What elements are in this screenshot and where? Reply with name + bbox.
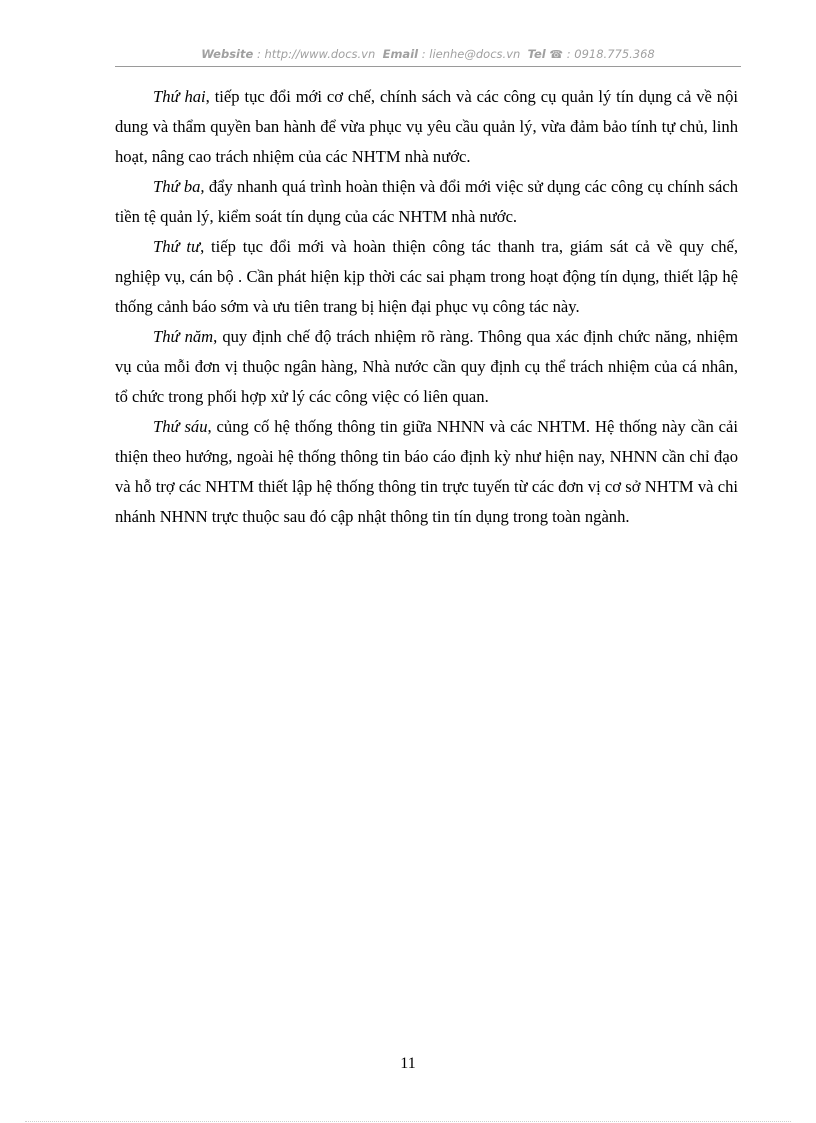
email-separator: : [418, 47, 430, 61]
website-separator: : [253, 47, 265, 61]
phone-icon: ☎ [549, 48, 564, 61]
paragraph-thu-ba [115, 172, 738, 232]
footer-divider [25, 1121, 791, 1122]
paragraph-text: , tiếp tục đổi mới và hoàn thiện công tác thanh tra, giám sát cả về quy chế, nghiệp vụ, cán bộ . Cần phát hiện kịp thời các sai phạm trong hoạt động tín dụng, thiết lập hệ thống cảnh báo sớm và ưu tiên trang bị hiện đại phục vụ công tác này. [115, 237, 738, 316]
website-url[interactable]: http://www.docs.vn [264, 47, 376, 61]
header-divider [115, 66, 741, 67]
paragraph-text: , quy định chế độ trách nhiệm rõ ràng. Thông qua xác định chức năng, nhiệm vụ của mỗi đơn vị thuộc ngân hàng, Nhà nước cần quy định cụ thể trách nhiệm của cá nhân, tổ chức trong phối hợp xử lý các công việc có liên quan. [115, 327, 738, 406]
paragraph-lead: Thứ sáu [153, 417, 208, 436]
website-label: Website [201, 47, 254, 61]
paragraph-thu-hai [115, 82, 738, 172]
tel-number: 0918.775.368 [574, 47, 655, 61]
paragraph-thu-tu [115, 232, 738, 322]
page-number: 11 [400, 1055, 416, 1072]
paragraph-lead: Thứ ba, [153, 177, 205, 196]
paragraph-lead: Thứ năm [153, 327, 214, 346]
tel-label: Tel [527, 47, 546, 61]
page-header [115, 47, 741, 61]
paragraph-text: , củng cố hệ thống thông tin giữa NHNN và các NHTM. Hệ thống này cần cải thiện theo hướng, ngoài hệ thống thông tin báo cáo định kỳ như hiện nay, NHNN cần chỉ đạo và hỗ trợ các NHTM thiết lập hệ thống thông tin trực tuyến từ các đơn vị cơ sở NHTM và chi nhánh NHNN trực thuộc sau đó cập nhật thông tin tín dụng trong toàn ngành. [115, 417, 738, 526]
paragraph-text: đẩy nhanh quá trình hoàn thiện và đổi mới việc sử dụng các công cụ chính sách tiền tệ quản lý, kiểm soát tín dụng của các NHTM nhà nước. [115, 177, 738, 226]
paragraph-lead: Thứ hai [153, 87, 206, 106]
document-body [115, 82, 738, 532]
paragraph-thu-nam [115, 322, 738, 412]
paragraph-text: , tiếp tục đổi mới cơ chế, chính sách và các công cụ quản lý tín dụng cả về nội dung và thẩm quyền ban hành để vừa phục vụ yêu cầu quản lý, vừa đảm bảo tính tự chủ, linh hoạt, nâng cao trách nhiệm của các NHTM nhà nước. [115, 87, 738, 166]
paragraph-lead: Thứ tư [153, 237, 201, 256]
tel-separator: : [563, 47, 575, 61]
email-address[interactable]: lienhe@docs.vn [429, 47, 521, 61]
email-label: Email [382, 47, 419, 61]
paragraph-thu-sau [115, 412, 738, 532]
